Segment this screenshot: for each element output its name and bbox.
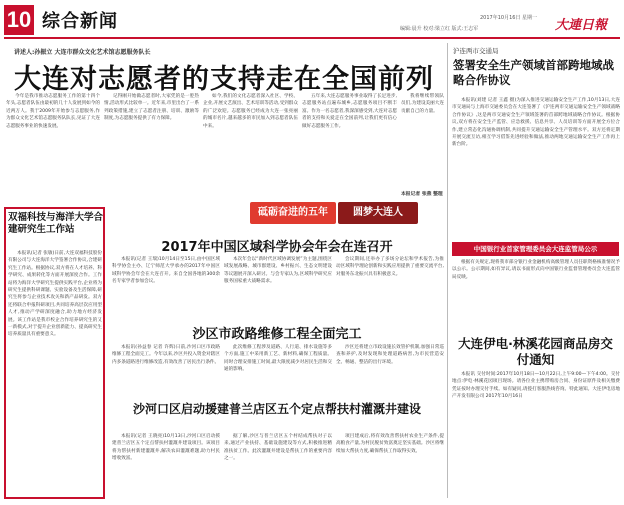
main-story-column: 今年是我市推动志愿服务工作的第十四个年头,志愿者队伍由最初的几十人发展到如今的近两万人。我于2009年开始参与志愿服务,作为群众文化艺术馆志愿服务队队长,见证了大连志愿服务事业的快速发展。 <box>6 94 100 129</box>
framed-story-headline[interactable]: 双福科技与海洋大学合建研究生工作站 <box>8 212 104 235</box>
main-story-column: 五年来,大连志愿服务事业取得了长足进步,志愿服务站点遍布城乡,志愿服务项目不断丰富。作为一名志愿者,我深深感受到,大连对志愿者的支持和关爱走在全国前列,让我们更有信心做好志愿服务工作。 <box>302 94 397 129</box>
page-number: 10 <box>4 5 34 35</box>
story-headline-road-repair[interactable]: 沙区市政路维修工程全面完工 <box>192 327 362 342</box>
column-divider <box>447 43 448 498</box>
publication-date: 2017年10月16日 星期一 <box>480 15 538 21</box>
story-headline-conference[interactable]: 2017年中国区域科学协会年会在连召开 <box>161 240 393 255</box>
story-column: 本报讯(记者 王瑞)10月14日至15日,由中国区域科学协会主办、辽宁师范大学承办的2017年中国区域科学协会年会在大连召开。来自全国各地的300余名专家学者参加会议。 <box>112 257 220 285</box>
story-column: 会议期间,还举办了多场分论坛和学术报告,为推动区域科学理论创新和实践应用提供了重要交流平台,对服务东北振兴具有积极意义。 <box>336 257 444 277</box>
reporter-credit: 本报记者 张燕 整理 <box>401 192 443 197</box>
banner-right-label: 圆梦大连人 <box>338 202 418 224</box>
newspaper-masthead: 大連日報 <box>555 18 608 33</box>
feature-banner <box>250 198 420 228</box>
main-story-column: 记得刚开始做志愿者时,大家凭的是一腔热情,活动形式比较单一。近年来,市里出台了一系列政策措施,建立了志愿者注册、培训、激励等制度,为志愿服务提供了有力保障。 <box>104 94 199 122</box>
section-title: 综合新闻 <box>42 11 118 32</box>
story-column: 本报讯(记者 王晓亮)10月13日,沙河口区启动援建普兰店区五个定点帮扶村灌溉井建设项目。该项目将为帮扶村新建灌溉井,解决农田灌溉难题,助力村民增收致富。 <box>112 434 220 462</box>
story-column: 沙区还将建立市政设施长效管护机制,加强日常巡查和养护,及时发现和处理道路病害,为市民营造安全、畅通、整洁的出行环境。 <box>336 345 444 365</box>
delivery-notice-headline[interactable]: 大连伊电·林溪花园商品房交付通知 <box>458 336 613 367</box>
story-column: 此次维修工程涉及道路、人行道、排水设施等多个方面,施工中采用新工艺、新材料,确保工程质量。同时合理安排施工时间,最大限度减少对居民生活和交通的影响。 <box>224 345 332 373</box>
delivery-notice-body: 本报讯 交付时间:2017年10月18日—10月22日,上午9:00—下午4:00。交付地点:伊电·林溪花园项目现场。请各位业主携带购房合同、身份证原件及相关缴费凭证按时办理交付手续。如有疑问,请拨打客服热线咨询。特此通知。大连伊电房地产开发有限公司 2017年10月16日 <box>452 372 620 400</box>
notice-title-box[interactable]: 中国银行业首家管理委员会大连监管局公示 <box>452 242 619 256</box>
notice-body: 根据有关规定,现将我市部分银行业金融机构高级管理人员任职资格核准情况予以公示。公示期间,如有异议,请以书面形式向中国银行业监督管理委员会大连监管局反映。 <box>452 260 620 280</box>
story-column: 项目建成后,将有效改善帮扶村农业生产条件,提高粮食产量,为村民脱贫致富奠定坚实基础。沙区将继续加大帮扶力度,确保帮扶工作取得实效。 <box>336 434 444 454</box>
story-column: 据了解,沙区与普兰店区五个村结成帮扶对子以来,通过产业扶持、基础设施建设等方式,积极推进精准扶贫工作。此次灌溉井建设是帮扶工作的重要内容之一。 <box>224 434 332 462</box>
right-story-kicker: 沪连两市交通局 <box>453 47 499 55</box>
story-column: 本报讯(孙益春 记者 许辉)日前,沙河口区市政路维修工程全面完工。今年以来,沙区共投入资金对辖区内多条道路进行维修改造,有效改善了居民出行条件。 <box>112 345 220 365</box>
editor-credits: 编辑:晨升 校对:梁立红 版式:王志军 <box>400 26 479 32</box>
main-story-kicker: 讲述人:孙振立 大连市群众文化艺术馆志愿服务队长 <box>14 49 151 56</box>
main-story-column: 我将继续带领队员们,为建设美丽大连贡献自己的力量。 <box>401 94 444 114</box>
right-story-body: 本报讯(刘建 记者 王鑫 摄)为深入推进交通运输安全生产工作,10月13日,大连市交通局与上海市交通委员会在大连签署了《沪连两市交通运输安全生产领域战略合作协议》,这是两市交通安全生产领域签署的首部跨地域战略合作协议。根据协议,双方将在安全生产监管、应急救援、信息共享、人员培训等方面开展全方位合作,建立常态化沟通协调机制,共同提升交通运输安全生产管理水平。双方还将定期开展交流互访,相互学习借鉴先进经验和做法,推动两地交通运输安全生产工作再上新台阶。 <box>452 98 620 148</box>
banner-left-label: 砥砺奋进的五年 <box>250 202 336 224</box>
header-rule <box>4 37 620 39</box>
right-story-headline[interactable]: 签署安全生产领域首部跨地域战略合作协议 <box>453 58 614 87</box>
story-column: 本次年会以“新时代区域协调发展”为主题,围绕区域发展战略、城市群建设、乡村振兴、生态文明建设等议题展开深入研讨。与会专家认为,区域科学研究应服务国家重大战略需求。 <box>224 257 332 285</box>
main-story-column: 如今,我们的文化志愿者深入社区、学校、企业,开展文艺演出、艺术培训等活动,受到群众的广泛欢迎。志愿服务已经成为大连一张亮丽的城市名片,越来越多的市民加入到志愿者队伍中来。 <box>203 94 298 129</box>
framed-story-body: 本报讯(记者 张敏)日前,大连双福科技股份有限公司与大连海洋大学签署合作协议,合建研究生工作站。根据协议,双方将在人才培养、科学研究、成果转化等方面开展深度合作。工作站将为海洋大学研究生提供实践平台,企业将为研究生提供科研课题、实验设备及生活保障,研究生将参与企业技术攻关和新产品研发。双方还将联合申报科研项目,共同培养高层次应用型人才,推动产学研深度融合,助力地方经济发展。该工作站是我市校企合作培养研究生的又一新模式,对于提升企业创新能力、提高研究生培养质量具有重要意义。 <box>8 251 102 338</box>
main-story-headline[interactable]: 大连对志愿者的支持走在全国前列 <box>14 64 434 95</box>
story-headline-irrigation[interactable]: 沙河口区启动援建普兰店区五个定点帮扶村灌溉井建设 <box>132 402 421 416</box>
